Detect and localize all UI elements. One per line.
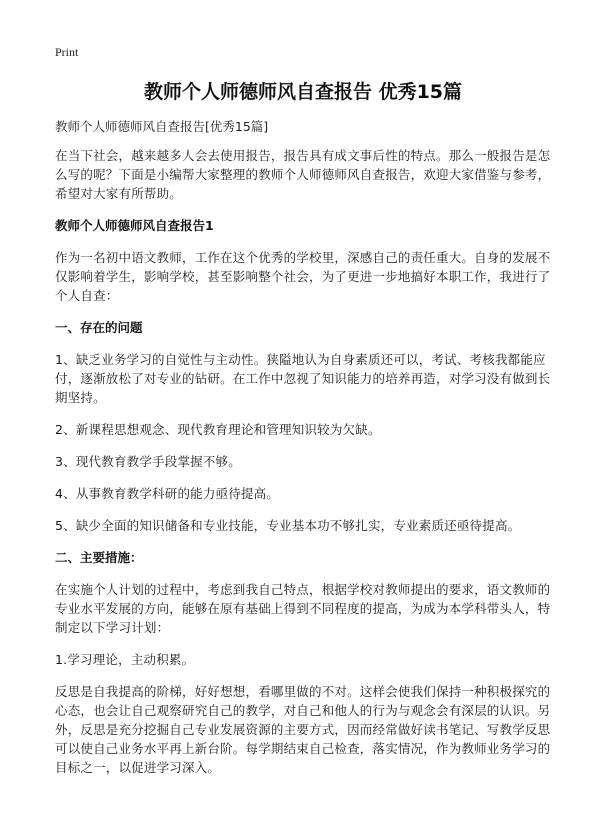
measures-intro-paragraph: 在实施个人计划的过程中，考虑到我自己特点，根据学校对教师提出的要求，语文教师的专业水平发展的方向，能够在原有基础上得到不同程度的提高，为成为本学科带头人，特制定以下学习计划：: [55, 582, 551, 635]
problem-item: 5、缺少全面的知识储备和专业技能，专业基本功不够扎实，专业素质还亟待提高。: [55, 518, 521, 533]
measure1-paragraph: 反思是自我提高的阶梯，好好想想，看哪里做的不对。这样会使我们保持一种积极探究的心态，也会让自己观察研究自己的教学，对自己和他人的行为与观念会有深层的认识。另外，反思是充分挖掘自己专业发展资源的主要方式，因而经常做好读书笔记、写教学反思可以使自己业务水平再上新台阶。每学期结束自己检查，落实情况，作为教师业务学习的目标之一，以促进学习深入。: [55, 684, 551, 775]
measure1-heading: 1.学习理论，主动积累。: [55, 652, 195, 667]
page-title: 教师个人师德师风自查报告 优秀15篇: [143, 81, 463, 103]
problem-item: 1、缺乏业务学习的自觉性与主动性。狭隘地认为自身素质还可以，考试、考核我都能应付，逐渐放松了对专业的钻研。在工作中忽视了知识能力的培养再造，对学习没有做到长期坚持。: [55, 352, 551, 405]
problem-item: 4、从事教育教学科研的能力亟待提高。: [55, 486, 280, 501]
print-link[interactable]: Print: [55, 45, 79, 59]
intro-paragraph: 在当下社会，越来越多人会去使用报告，报告具有成文事后性的特点。那么一般报告是怎么写的呢？下面是小编帮大家整理的教师个人师德师风自查报告，欢迎大家借鉴与参考，希望对大家有所帮助。: [55, 148, 551, 201]
report1-intro-paragraph: 作为一名初中语文教师，工作在这个优秀的学校里，深感自己的责任重大。自身的发展不仅影响着学生，影响学校，甚至影响整个社会，为了更进一步地搞好本职工作，我进行了个人自查：: [55, 250, 551, 303]
document-subtitle: 教师个人师德师风自查报告[优秀15篇]: [55, 119, 269, 134]
section2-heading: 二、主要措施：: [55, 550, 143, 565]
problem-item: 3、现代教育教学手段掌握不够。: [55, 454, 241, 469]
report1-heading: 教师个人师德师风自查报告1: [55, 218, 214, 233]
section1-heading: 一、存在的问题: [55, 320, 143, 335]
problem-item: 2、新课程思想观念、现代教育理论和管理知识较为欠缺。: [55, 422, 381, 437]
